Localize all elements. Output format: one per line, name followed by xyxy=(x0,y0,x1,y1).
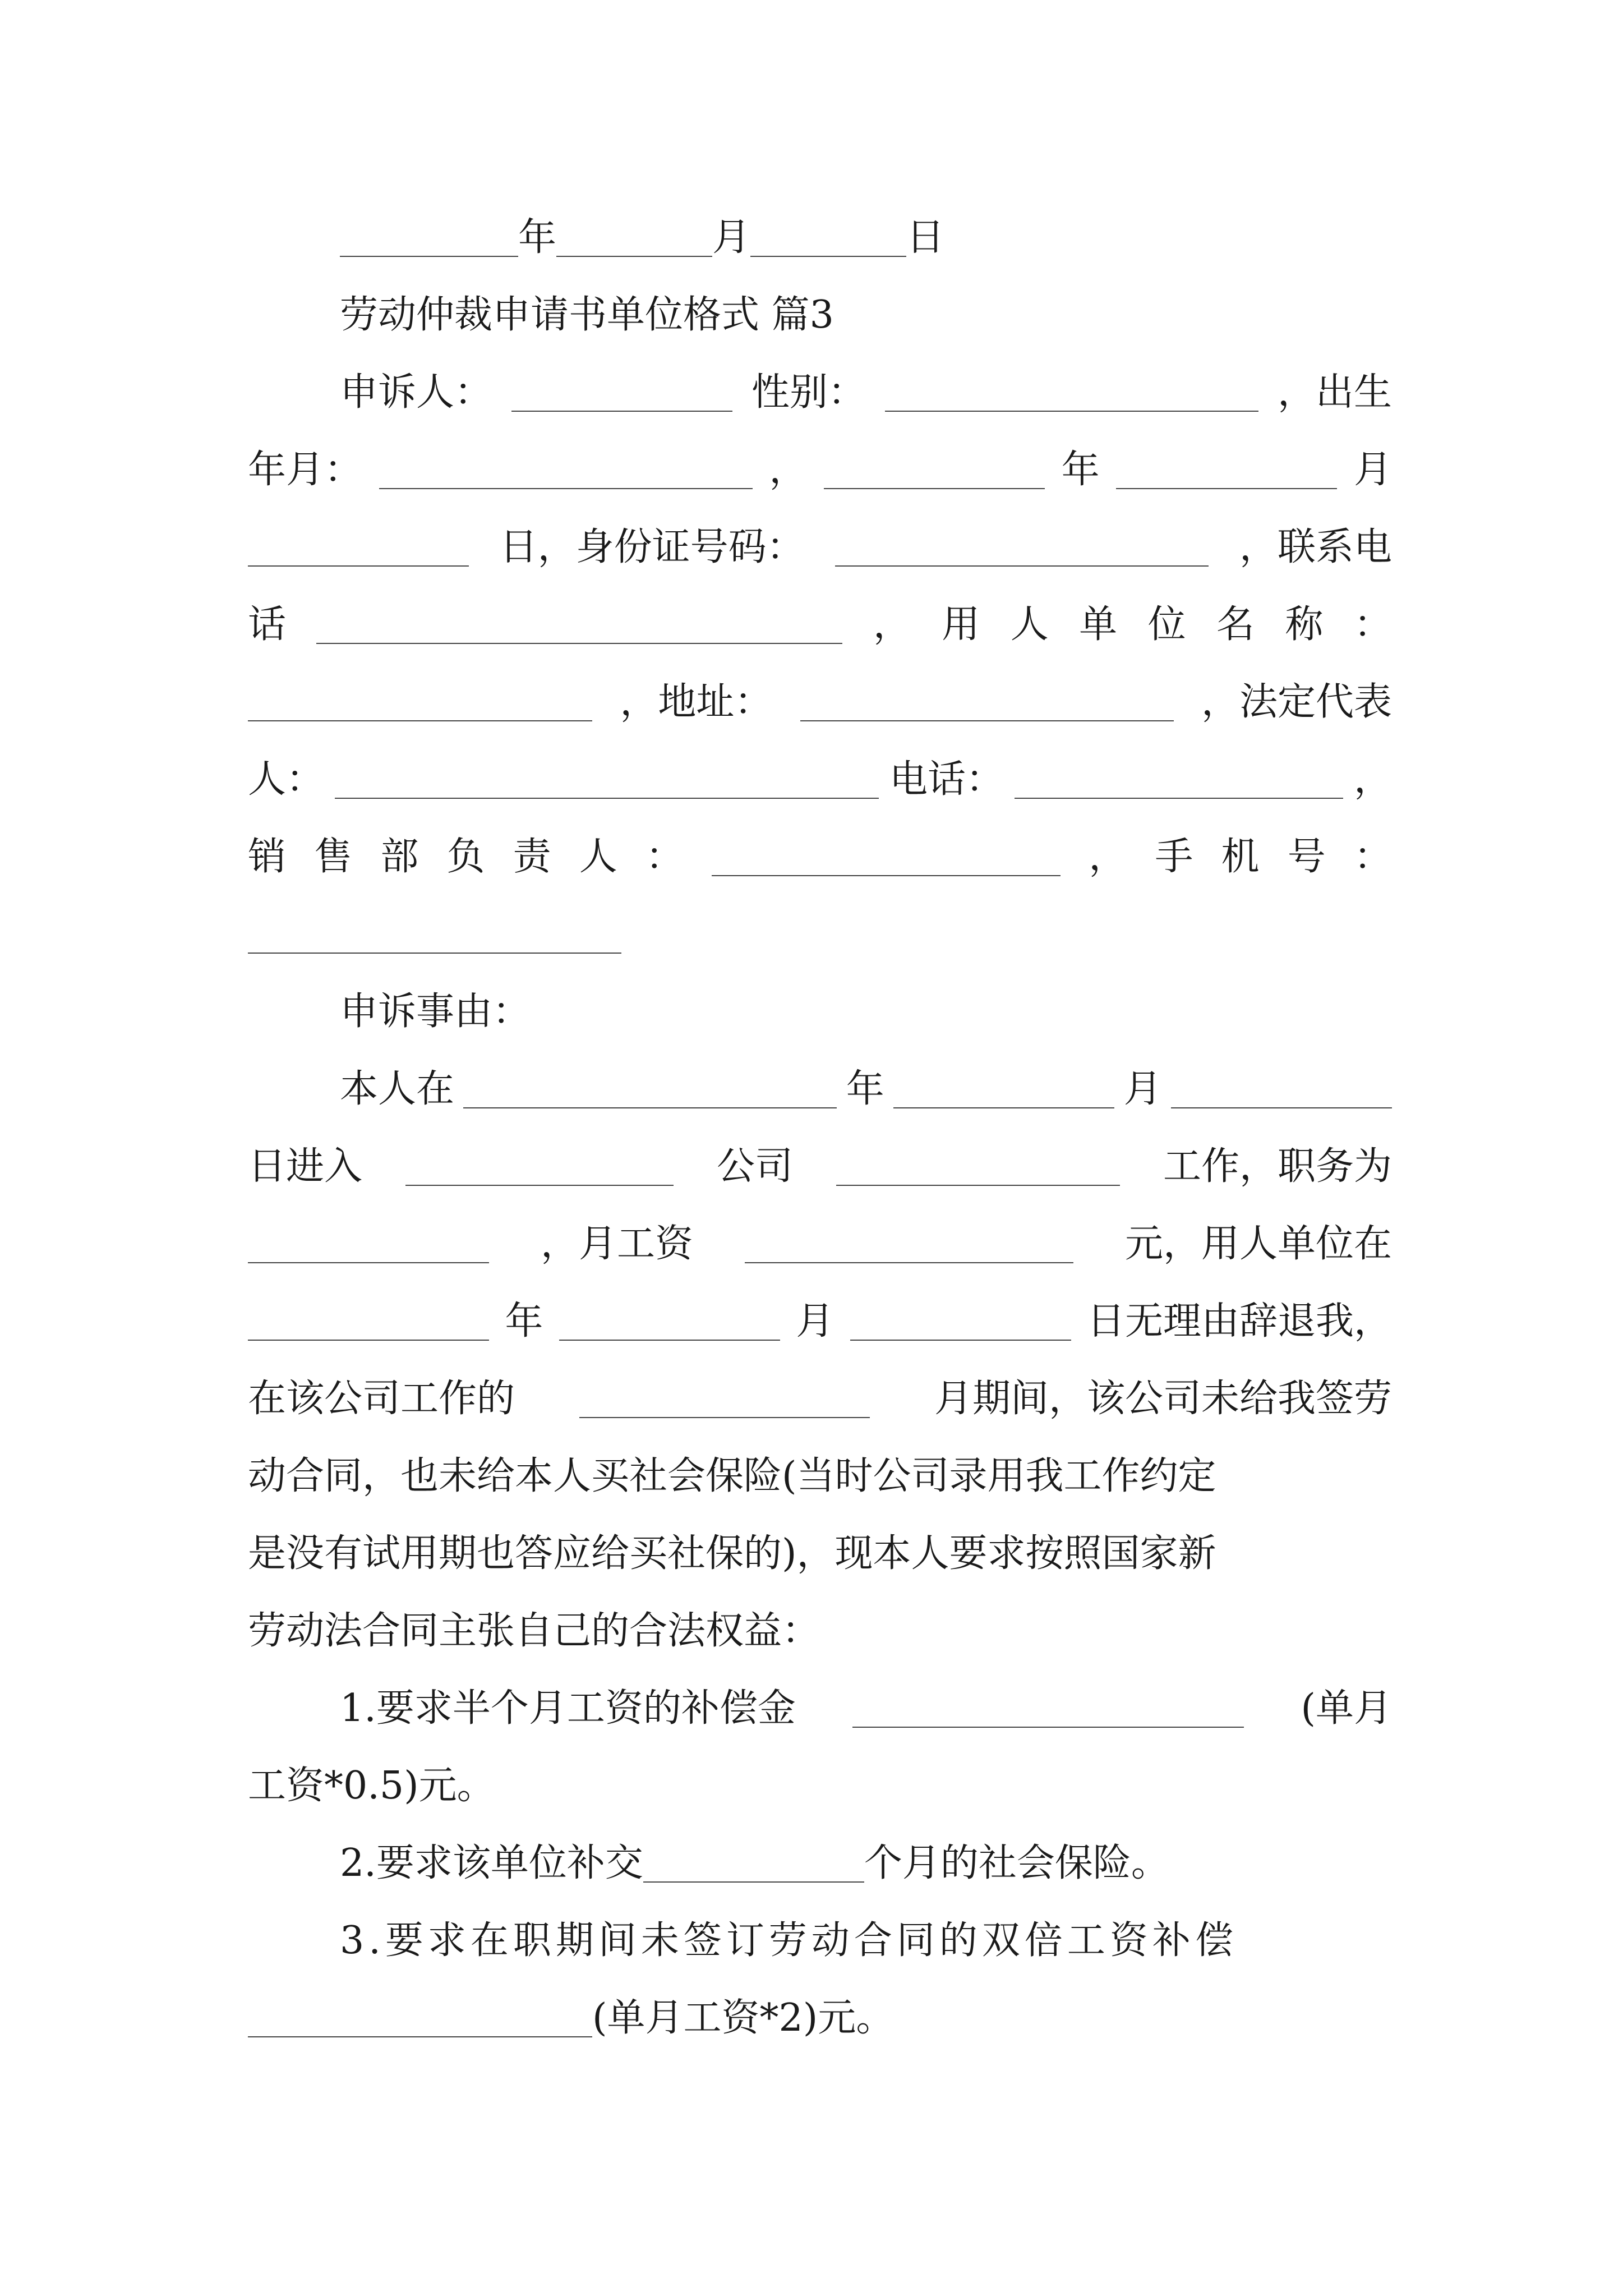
id-number-blank[interactable] xyxy=(835,565,1209,567)
colon: ： xyxy=(645,835,684,879)
sales-head-char: 部 xyxy=(380,835,419,879)
employer-name-char: 名 xyxy=(1216,602,1255,647)
entry-day-blank[interactable] xyxy=(1171,1107,1392,1108)
body-line-4 xyxy=(248,1272,1392,1349)
company-name-blank[interactable] xyxy=(836,1185,1120,1186)
employer-name-blank[interactable] xyxy=(248,720,592,721)
demand-text: 工资*0.5)元。 xyxy=(248,1764,495,1808)
mobile-label-char: 号 xyxy=(1287,835,1326,879)
comma: ， xyxy=(1089,835,1127,879)
sales-head-blank[interactable] xyxy=(712,875,1061,876)
applicant-label: 申诉人： xyxy=(340,370,493,415)
birth-label: ，出生 xyxy=(1277,370,1392,415)
employer-name-char: 单 xyxy=(1079,602,1118,647)
month-label: 月 xyxy=(796,1299,834,1343)
body-text: 本人在 xyxy=(340,1067,455,1111)
body-text: 动合同，也未给本人买社会保险(当时公司录用我工作约定 xyxy=(248,1454,1216,1498)
demand-1-cont xyxy=(248,1737,1392,1813)
legal-rep-label-end: 人： xyxy=(248,757,325,802)
demand-text: 个月的社会保险。 xyxy=(864,1841,1169,1885)
demand-text: (单月工资*2)元。 xyxy=(592,1996,895,2040)
month-label: 月 xyxy=(1353,448,1392,492)
body-text: ，月工资 xyxy=(540,1222,693,1266)
applicant-line-3 xyxy=(248,498,1392,574)
dismiss-day-blank[interactable] xyxy=(850,1340,1071,1341)
applicant-line-2 xyxy=(248,421,1392,497)
compensation-blank[interactable] xyxy=(852,1727,1244,1728)
reason-heading: 申诉事由： xyxy=(340,990,531,1034)
comma: ， xyxy=(873,602,911,647)
double-wage-blank[interactable] xyxy=(248,2036,592,2037)
demand-2 xyxy=(340,1814,1392,1890)
body-text: 工作，职务为 xyxy=(1163,1144,1392,1189)
month-blank[interactable] xyxy=(556,256,712,257)
rep-phone-blank[interactable] xyxy=(1015,798,1343,799)
body-text: 是没有试用期也答应给买社保的)，现本人要求按照国家新 xyxy=(248,1531,1216,1576)
applicant-name-blank[interactable] xyxy=(511,411,732,412)
birth-month-blank[interactable] xyxy=(1116,488,1337,489)
sales-head-char: 责 xyxy=(513,835,551,879)
sales-head-char: 负 xyxy=(446,835,485,879)
legal-rep-blank[interactable] xyxy=(335,798,879,799)
employer-name-char: 称 xyxy=(1285,602,1324,647)
month-label: 月 xyxy=(1123,1067,1162,1111)
reason-heading-row xyxy=(340,963,1392,1039)
mobile-label-char: 机 xyxy=(1221,835,1260,879)
body-line-5 xyxy=(248,1350,1392,1426)
year-blank[interactable] xyxy=(340,256,518,257)
demand-text: (单月 xyxy=(1301,1686,1392,1731)
body-line-1 xyxy=(340,1040,1392,1116)
month-label: 月 xyxy=(712,215,751,260)
applicant-line-8 xyxy=(248,885,1392,961)
id-number-label: 日，身份证号码： xyxy=(499,525,805,569)
entry-month-blank[interactable] xyxy=(893,1107,1114,1108)
body-text: 日无理由辞退我， xyxy=(1086,1299,1392,1343)
colon: ： xyxy=(1353,602,1392,647)
dismiss-year-blank[interactable] xyxy=(248,1340,489,1341)
company-blank[interactable] xyxy=(405,1185,674,1186)
gender-label: 性别： xyxy=(751,370,866,415)
body-line-7 xyxy=(248,1504,1392,1581)
employer-name-char: 位 xyxy=(1147,602,1186,647)
body-line-3 xyxy=(248,1195,1392,1271)
demand-1 xyxy=(340,1659,1392,1736)
demand-text: 3.要求在职期间未签订劳动合同的双倍工资补偿 xyxy=(340,1918,1238,1963)
phone-label-start: ，联系电 xyxy=(1239,525,1392,569)
sales-head-char: 销 xyxy=(248,835,287,879)
phone-label-end: 话 xyxy=(248,602,287,647)
dismiss-month-blank[interactable] xyxy=(559,1340,780,1341)
insurance-months-blank[interactable] xyxy=(643,1881,864,1883)
birth-date-label: 年月： xyxy=(248,448,363,492)
position-blank[interactable] xyxy=(248,1262,489,1263)
year-label: 年 xyxy=(505,1299,543,1343)
comma: ， xyxy=(1353,757,1392,802)
salary-blank[interactable] xyxy=(745,1262,1073,1263)
body-text: 元，用人单位在 xyxy=(1124,1222,1392,1266)
legal-rep-label-start: ，法定代表 xyxy=(1201,680,1392,724)
demand-3-cont xyxy=(248,1969,1392,2045)
body-line-8 xyxy=(248,1582,1392,1658)
sales-head-char: 售 xyxy=(314,835,353,879)
applicant-line-5 xyxy=(248,653,1392,729)
section-title: 劳动仲裁申请书单位格式 篇3 xyxy=(340,293,834,337)
applicant-line-7 xyxy=(248,808,1392,884)
year-label: 年 xyxy=(518,215,557,260)
rep-phone-label: 电话： xyxy=(889,757,1004,802)
section-title-row xyxy=(340,266,1392,342)
employer-name-char: 用 xyxy=(942,602,980,647)
mobile-label-char: 手 xyxy=(1155,835,1193,879)
body-line-6 xyxy=(248,1427,1392,1503)
body-text: 在该公司工作的 xyxy=(248,1377,515,1421)
applicant-line-6 xyxy=(248,730,1392,807)
address-label: ，地址： xyxy=(620,680,773,724)
body-line-2 xyxy=(248,1117,1392,1194)
year-label: 年 xyxy=(1061,448,1100,492)
comma: ， xyxy=(769,448,808,492)
day-blank[interactable] xyxy=(750,256,906,257)
year-label: 年 xyxy=(846,1067,884,1111)
body-text: 月期间，该公司未给我签劳 xyxy=(934,1377,1392,1421)
address-blank[interactable] xyxy=(800,720,1174,721)
body-text: 日进入 xyxy=(248,1144,363,1189)
applicant-line-1 xyxy=(340,343,1392,420)
entry-year-blank[interactable] xyxy=(463,1107,837,1108)
body-text: 劳动法合同主张自己的合法权益： xyxy=(248,1609,820,1653)
employer-name-char: 人 xyxy=(1010,602,1049,647)
demand-text: 2.要求该单位补交 xyxy=(340,1841,643,1885)
applicant-line-4 xyxy=(248,576,1392,652)
day-label: 日 xyxy=(906,215,945,260)
phone-blank[interactable] xyxy=(316,643,842,644)
demand-text: 1.要求半个月工资的补偿金 xyxy=(340,1686,796,1731)
work-months-blank[interactable] xyxy=(579,1417,870,1418)
colon: ： xyxy=(1353,835,1392,879)
birth-year-blank[interactable] xyxy=(379,488,753,489)
demand-3 xyxy=(340,1892,1392,1968)
birth-day-blank[interactable] xyxy=(248,565,469,567)
birth-year-blank-2[interactable] xyxy=(824,488,1045,489)
body-text: 公司 xyxy=(716,1144,793,1189)
gender-blank[interactable] xyxy=(885,411,1258,412)
mobile-blank[interactable] xyxy=(248,953,621,954)
date-line xyxy=(340,188,1392,265)
sales-head-char: 人 xyxy=(579,835,617,879)
